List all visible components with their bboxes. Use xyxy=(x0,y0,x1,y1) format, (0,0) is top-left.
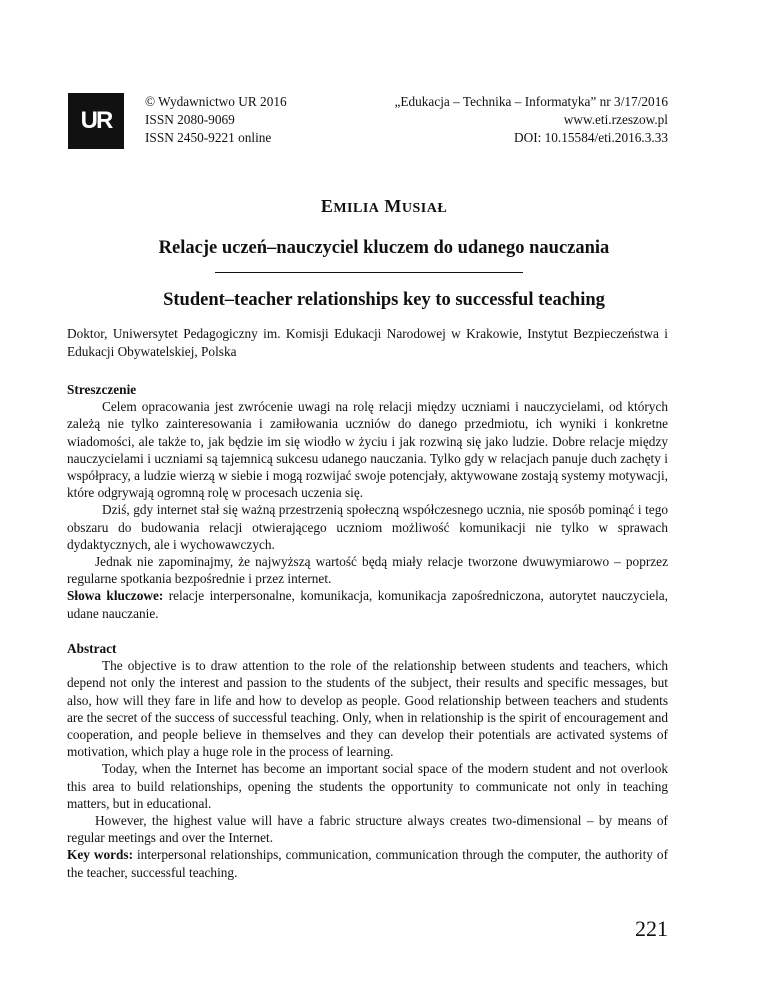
streszczenie-paragraph-3: Jednak nie zapominajmy, że najwyższą wartość będą miały relacje tworzone dwuwymiarowo – poprzez regularne spotkania bezpośrednie i przez internet. xyxy=(67,554,668,587)
author-first-initial: E xyxy=(320,196,334,216)
journal-line-2: www.eti.rzeszow.pl xyxy=(563,112,668,127)
title-polish: Relacje uczeń–nauczyciel kluczem do udanego nauczania xyxy=(158,238,610,258)
publisher-line-2: ISSN 2080-9069 xyxy=(145,112,235,127)
abstract-section xyxy=(67,640,668,881)
title-divider xyxy=(215,272,523,273)
slowa-kluczowe xyxy=(67,587,668,621)
abstract-paragraph-3: However, the highest value will have a fabric structure always creates two-dimensional – by means of regular meetings and over the Internet. xyxy=(67,813,668,846)
author-last-initial: M xyxy=(384,196,402,216)
slowa-kluczowe-text: relacje interpersonalne, komunikacja, komunikacja zapośredniczona, autorytet nauczyciela, udane nauczanie. xyxy=(67,588,668,621)
abstract-heading: Abstract xyxy=(67,641,117,656)
streszczenie-paragraph-2: Dziś, gdy internet stał się ważną przestrzenią społeczną współczesnego ucznia, nie sposób pominąć i tego obszaru do budowania relacji otwierającego uczniom możliwość komunikacji nie tylko w sprawach dydaktycznych, ale i wychowawczych. xyxy=(67,502,668,552)
author-first-rest: MILIA xyxy=(333,201,380,216)
key-words-text: interpersonal relationships, communication, communication through the computer, the authority of the teacher, successful teaching. xyxy=(67,847,668,880)
journal-info xyxy=(394,93,668,147)
slowa-kluczowe-label: Słowa kluczowe: xyxy=(67,588,164,604)
publisher-line-3: ISSN 2450-9221 online xyxy=(145,130,272,145)
publisher-logo xyxy=(68,93,124,149)
author-last-rest: USIAŁ xyxy=(401,201,448,216)
journal-line-3: DOI: 10.15584/eti.2016.3.33 xyxy=(513,130,668,145)
publisher-line-1: © Wydawnictwo UR 2016 xyxy=(145,94,287,109)
streszczenie-section xyxy=(67,381,668,622)
key-words-label: Key words: xyxy=(67,847,134,863)
journal-line-1: „Edukacja – Technika – Informatyka” nr 3/17/2016 xyxy=(394,94,668,109)
logo-text: UR xyxy=(80,107,112,134)
key-words xyxy=(67,846,668,880)
title-english: Student–teacher relationships key to successful teaching xyxy=(163,290,605,310)
author-affiliation: Doktor, Uniwersytet Pedagogiczny im. Komisji Edukacji Narodowej w Krakowie, Instytut Bezpieczeństwa i Edukacji Obywatelskiej, Polska xyxy=(67,326,668,359)
page-number: 221 xyxy=(635,916,668,941)
streszczenie-paragraph-1: Celem opracowania jest zwrócenie uwagi na rolę relacji między uczniami i nauczycielami, od których zależą nie tylko zainteresowania i zamiłowania uczniów do danego przedmiotu, ich wyniki i konkretne wiadomości, ale także to, jak będzie im się wiodło w życiu i jak rozwiną się jako ludzie. Dobre relacje między nauczycielami i uczniami są tajemnicą sukcesu udanego nauczania. Tylko gdy w relacjach panuje duch zachęty i współpracy, a ludzie wierzą w siebie i mogą rozwijać swoje potencjały, aktywowane zostają systemy motywacji, które odgrywają ogromną rolę w procesach uczenia się. xyxy=(67,399,668,501)
streszczenie-heading: Streszczenie xyxy=(67,382,137,397)
author-name xyxy=(0,196,768,217)
abstract-paragraph-1: The objective is to draw attention to the role of the relationship between students and teachers, which depend not only the interest and passion to the students of the subject, their results and specific messages, but also, how will they fare in life and how to develop as people. Good relationship between teachers and students are the secret of the success of successful teaching. Only, when in relationship is the spirit of encouragement and cooperation, and people believe in themselves and they can develop their potentials are activated systems of motivation, which play a huge role in the process of learning. xyxy=(67,658,668,760)
abstract-paragraph-2: Today, when the Internet has become an important social space of the modern student and not overlook this area to build relationships, opening the students the opportunity to communicate not only in teaching matters, but in educational. xyxy=(67,761,668,811)
publisher-info xyxy=(145,93,287,147)
